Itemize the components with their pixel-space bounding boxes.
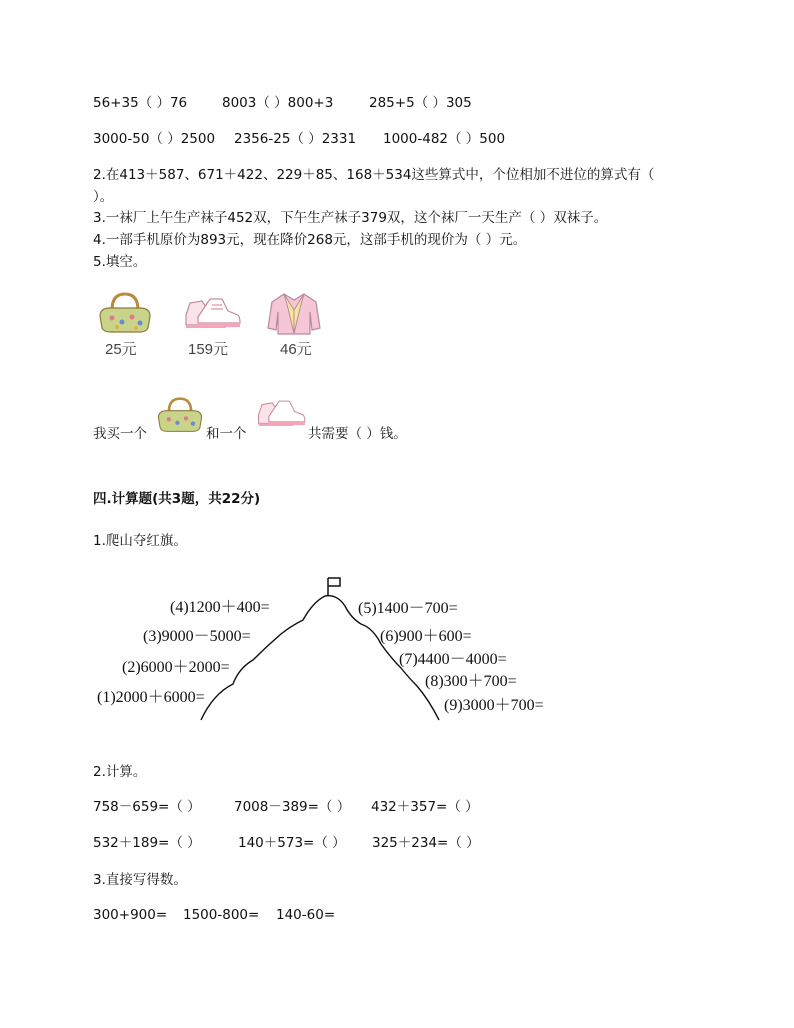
calc-row2-a: 532＋189=（ ） [93, 835, 201, 851]
compare-row1-b: 8003（ ）800+3 [222, 95, 334, 111]
calc-row1-b: 7008－389=（ ） [234, 799, 351, 815]
mountain-eq-4: (4)1200＋400= [170, 599, 270, 616]
calc-row1-c: 432＋357=（ ） [371, 799, 479, 815]
section-4-question-3: 3.直接写得数。 [93, 872, 187, 888]
direct-a: 300+900= [93, 907, 168, 923]
buy-sentence-part1: 我买一个 [93, 426, 147, 442]
section-4-heading: 四.计算题(共3题，共22分) [93, 491, 261, 507]
compare-row2-b: 2356-25（ ）2331 [234, 131, 357, 147]
compare-row2-a: 3000-50（ ）2500 [93, 131, 216, 147]
handbag-image-small [155, 394, 205, 436]
jacket-price: 46元 [280, 341, 312, 358]
calc-row2-c: 325＋234=（ ） [372, 835, 480, 851]
handbag-image [96, 290, 154, 336]
mountain-eq-3: (3)9000－5000= [143, 628, 251, 645]
question-2-line1: 2.在413＋587、671＋422、229＋85、168＋534这些算式中，个位相加不进位的算式有（ [93, 167, 655, 183]
compare-row2-c: 1000-482（ ）500 [383, 131, 506, 147]
mountain-eq-5: (5)1400－700= [358, 600, 458, 617]
calc-row2-b: 140＋573=（ ） [238, 835, 346, 851]
buy-sentence-part2: 和一个 [206, 426, 247, 442]
sneakers-price: 159元 [188, 341, 229, 358]
jacket-image [266, 290, 322, 338]
question-5: 5.填空。 [93, 254, 147, 270]
mountain-eq-8: (8)300＋700= [425, 673, 517, 690]
sneakers-image-small [253, 396, 307, 432]
question-2-line2: ）。 [93, 189, 114, 205]
question-4: 4.一部手机原价为893元，现在降价268元，这部手机的现价为（ ）元。 [93, 232, 527, 248]
calc-row1-a: 758－659=（ ） [93, 799, 201, 815]
direct-b: 1500-800= [183, 907, 260, 923]
sneakers-image [180, 293, 242, 335]
handbag-price: 25元 [105, 341, 137, 358]
mountain-eq-9: (9)3000＋700= [444, 697, 544, 714]
direct-c: 140-60= [276, 907, 336, 923]
mountain-eq-1: (1)2000＋6000= [97, 689, 205, 706]
section-4-question-2: 2.计算。 [93, 764, 147, 780]
mountain-eq-6: (6)900＋600= [380, 628, 472, 645]
mountain-eq-2: (2)6000＋2000= [122, 659, 230, 676]
compare-row1-a: 56+35（ ）76 [93, 95, 188, 111]
compare-row1-c: 285+5（ ）305 [369, 95, 472, 111]
mountain-eq-7: (7)4400－4000= [399, 651, 507, 668]
question-3: 3.一袜厂上午生产袜子452双，下午生产袜子379双，这个袜厂一天生产（ ）双袜子。 [93, 210, 608, 226]
section-4-question-1: 1.爬山夺红旗。 [93, 533, 187, 549]
buy-sentence-part3: 共需要（ ）钱。 [308, 426, 407, 442]
